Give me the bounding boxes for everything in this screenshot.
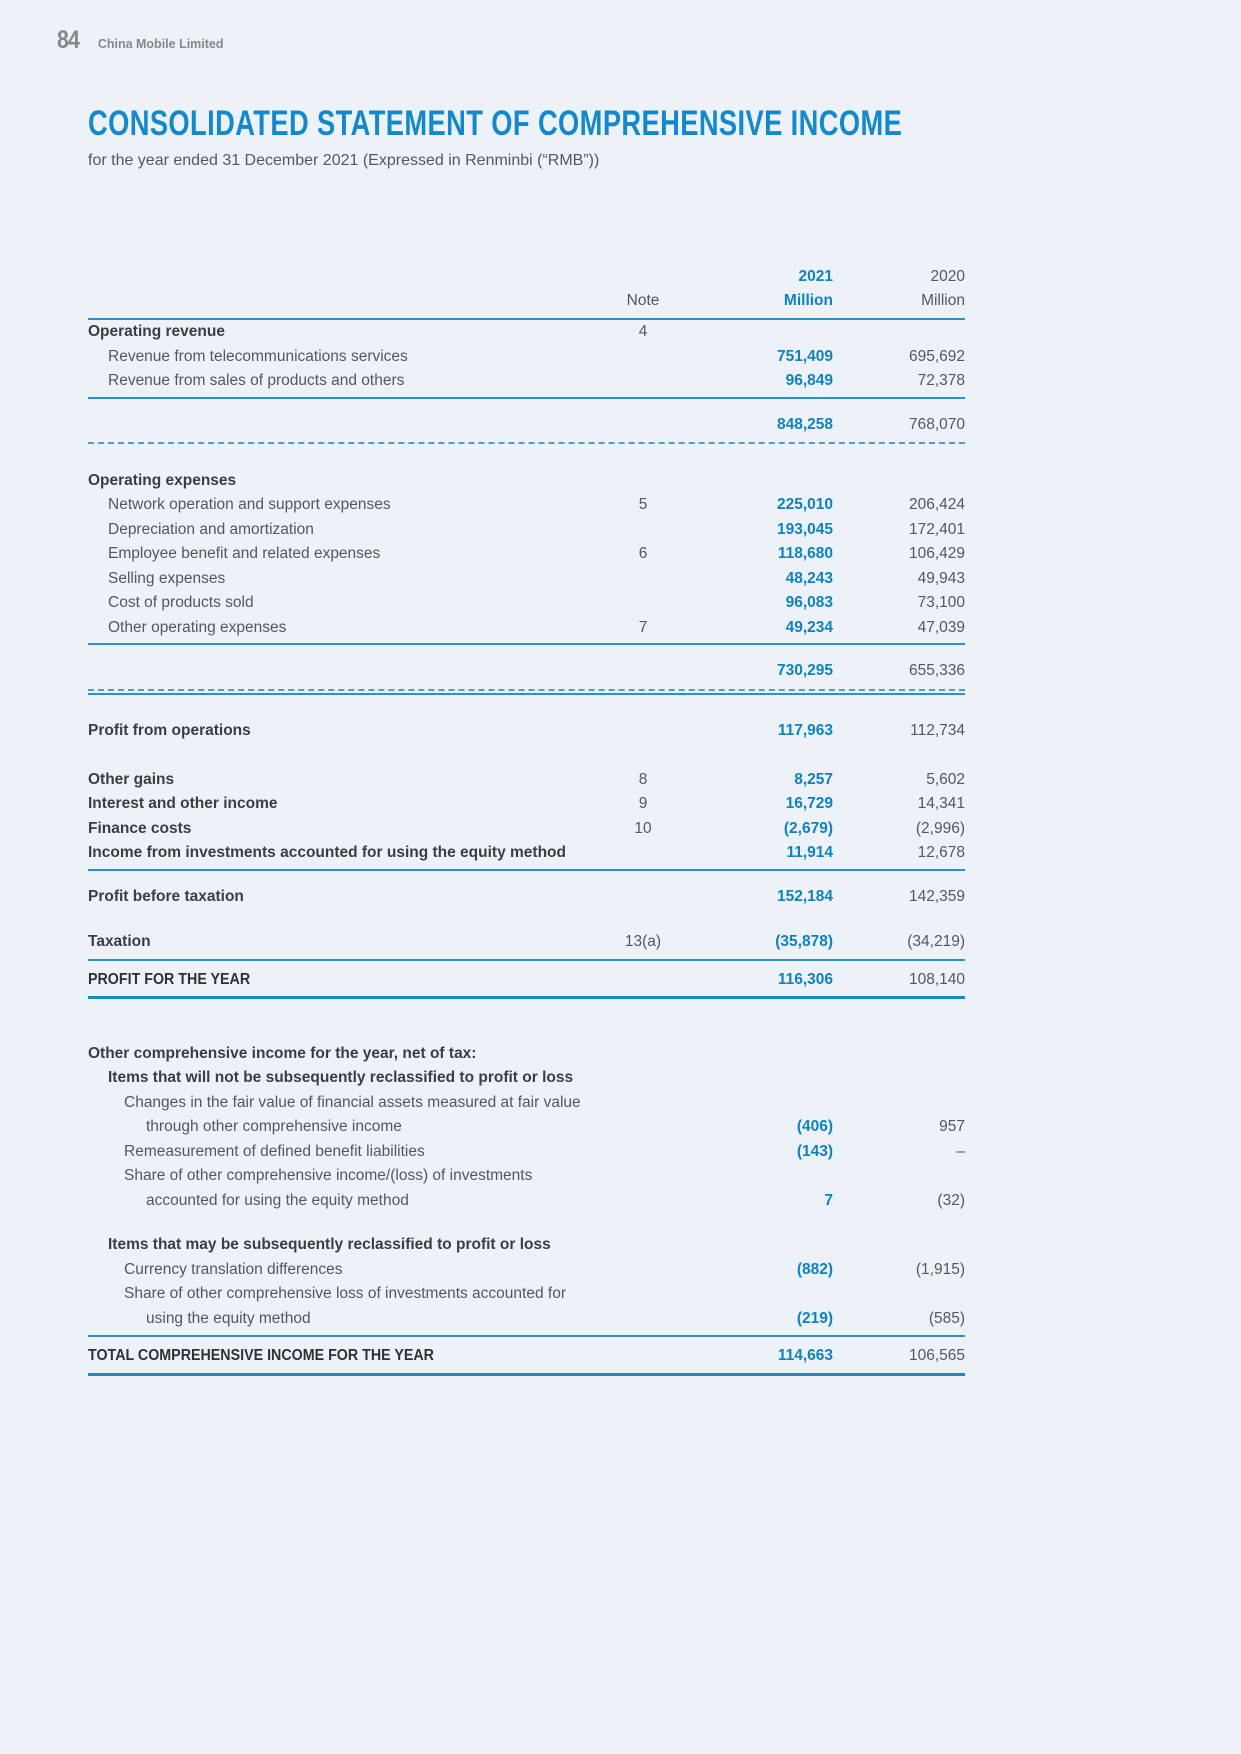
table-row [88, 767, 965, 792]
table-row [88, 1257, 965, 1282]
row-label: Revenue from telecommunications services [108, 347, 408, 365]
page-number: 84 [57, 26, 79, 54]
table-row [88, 645, 965, 688]
table-row [88, 1233, 965, 1258]
table-row [88, 1139, 965, 1164]
row-value-2021: 114,663 [777, 1347, 833, 1365]
col-header-2020-unit: Million [921, 292, 965, 310]
table-row [88, 871, 965, 909]
row-value-2021: 152,184 [776, 887, 833, 905]
table-row [88, 1090, 965, 1115]
row-value-2021: 751,409 [776, 347, 833, 365]
row-value-2021: 193,045 [776, 520, 833, 538]
table-row [88, 369, 965, 397]
row-value-2021: 225,010 [776, 496, 833, 514]
row-value-2021: (143) [796, 1142, 833, 1160]
row-label: Operating expenses [88, 471, 237, 489]
row-note: 9 [638, 795, 648, 813]
row-value-2021: 848,258 [776, 415, 833, 433]
table-row [88, 841, 965, 869]
table-row [88, 399, 965, 442]
table-row [88, 719, 965, 744]
row-label: PROFIT FOR THE YEAR [88, 970, 251, 988]
row-value-2021: 118,680 [777, 545, 833, 563]
table-row [88, 615, 965, 643]
row-value-2020: 106,429 [908, 545, 965, 563]
company-name: China Mobile Limited [97, 37, 224, 51]
row-label: Taxation [88, 933, 151, 951]
row-value-2021: 16,729 [785, 795, 833, 813]
row-note: 13(a) [624, 933, 662, 951]
row-label: through other comprehensive income [146, 1118, 402, 1136]
row-value-2021: 7 [824, 1191, 833, 1209]
row-value-2020: 957 [939, 1118, 965, 1136]
col-header-2021-unit: Million [783, 292, 833, 310]
row-value-2021: 117,963 [777, 722, 833, 740]
row-label: Other operating expenses [108, 618, 287, 636]
row-value-2020: 695,692 [908, 347, 965, 365]
table-header-row-units [88, 289, 965, 318]
row-label: using the equity method [146, 1309, 311, 1327]
table-row [88, 1065, 965, 1090]
row-value-2020: 106,565 [908, 1347, 965, 1365]
row-label: Income from investments accounted for using the equity method [88, 844, 566, 862]
table-row [88, 1188, 965, 1213]
row-value-2021: 730,295 [776, 662, 833, 680]
statement-title: CONSOLIDATED STATEMENT OF COMPREHENSIVE INCOME [88, 104, 903, 143]
row-label: Changes in the fair value of financial assets measured at fair value [124, 1093, 581, 1111]
table-row [88, 517, 965, 542]
table-row [88, 566, 965, 591]
row-value-2020: 172,401 [908, 520, 965, 538]
table-row [88, 1115, 965, 1140]
row-value-2021: (882) [796, 1260, 833, 1278]
row-note: 6 [638, 545, 648, 563]
row-label: Interest and other income [88, 795, 278, 813]
row-note: 10 [634, 819, 652, 837]
table-row [88, 816, 965, 841]
row-value-2020: (34,219) [907, 933, 965, 951]
row-value-2021: 48,243 [785, 569, 833, 587]
row-value-2020: 5,602 [926, 770, 965, 788]
row-label: Remeasurement of defined benefit liabilities [124, 1142, 425, 1160]
table-header-row-years [88, 264, 965, 289]
row-label: Finance costs [88, 819, 192, 837]
row-value-2020: 112,734 [910, 722, 965, 740]
row-value-2021: 11,914 [786, 844, 833, 862]
row-label: Depreciation and amortization [108, 520, 314, 538]
row-label: Other gains [88, 770, 175, 788]
row-value-2020: 73,100 [917, 594, 965, 612]
row-label: TOTAL COMPREHENSIVE INCOME FOR THE YEAR [88, 1347, 434, 1365]
row-value-2020: 49,943 [917, 569, 965, 587]
table-row [88, 930, 965, 959]
row-label: accounted for using the equity method [146, 1191, 409, 1209]
row-note: 5 [638, 496, 648, 514]
row-value-2021: 96,849 [785, 372, 833, 390]
table-row [88, 1164, 965, 1189]
spacer [88, 1213, 965, 1233]
row-label: Employee benefit and related expenses [108, 545, 381, 563]
table-row [88, 1041, 965, 1066]
row-label: Cost of products sold [108, 594, 254, 612]
spacer [88, 444, 965, 468]
row-label: Network operation and support expenses [108, 496, 391, 514]
row-value-2020: 142,359 [908, 887, 965, 905]
row-value-2021: 49,234 [785, 618, 833, 636]
row-label: Profit before taxation [88, 887, 244, 905]
table-row [88, 1306, 965, 1335]
table-row [88, 1282, 965, 1307]
row-label: Other comprehensive income for the year, net of tax: [88, 1044, 477, 1062]
row-value-2020: 47,039 [917, 618, 965, 636]
row-value-2021: (35,878) [775, 933, 833, 951]
spacer [88, 695, 965, 719]
row-value-2021: 116,306 [777, 970, 833, 988]
col-header-2021: 2021 [798, 267, 833, 285]
row-label: Currency translation differences [124, 1260, 343, 1278]
row-value-2020: (1,915) [915, 1260, 965, 1278]
row-label: Share of other comprehensive income/(loss) of investments [124, 1167, 533, 1185]
row-value-2021: (219) [796, 1309, 833, 1327]
row-note: 4 [638, 323, 648, 341]
spacer [88, 909, 965, 930]
row-label: Revenue from sales of products and others [108, 372, 405, 390]
row-value-2021: (406) [796, 1118, 833, 1136]
table-row [88, 468, 965, 493]
row-value-2020: 206,424 [908, 496, 965, 514]
income-statement-table [88, 264, 965, 1376]
row-value-2020: 14,341 [917, 795, 965, 813]
table-row [88, 792, 965, 817]
row-value-2021: (2,679) [783, 819, 833, 837]
table-row [88, 961, 965, 996]
row-value-2021: 96,083 [785, 594, 833, 612]
row-label: Items that may be subsequently reclassified to profit or loss [108, 1236, 551, 1254]
row-label: Selling expenses [108, 569, 226, 587]
running-head [57, 28, 224, 53]
row-label: Profit from operations [88, 722, 251, 740]
spacer [88, 743, 965, 767]
row-value-2020: (2,996) [915, 819, 965, 837]
row-label: Share of other comprehensive loss of investments accounted for [124, 1285, 566, 1303]
table-row [88, 344, 965, 369]
rule-thick [88, 1373, 965, 1376]
table-row [88, 1337, 965, 1372]
row-label: Operating revenue [88, 323, 225, 341]
col-header-2020: 2020 [930, 267, 965, 285]
row-value-2020: (32) [937, 1191, 965, 1209]
spacer [88, 999, 965, 1041]
row-value-2020: 72,378 [917, 372, 965, 390]
row-value-2020: (585) [928, 1309, 965, 1327]
row-value-2020: 12,678 [917, 844, 965, 862]
table-row [88, 492, 965, 517]
row-value-2021: 8,257 [794, 770, 833, 788]
row-value-2020: 768,070 [908, 415, 965, 433]
row-note: 8 [638, 770, 648, 788]
row-value-2020: 655,336 [908, 662, 965, 680]
statement-subtitle: for the year ended 31 December 2021 (Expressed in Renminbi (“RMB”)) [88, 152, 600, 169]
row-note: 7 [638, 618, 648, 636]
table-body [88, 320, 965, 1376]
table-row [88, 542, 965, 567]
table-row [88, 591, 965, 616]
row-value-2020: 108,140 [908, 970, 965, 988]
row-value-2020: – [956, 1142, 965, 1160]
row-label: Items that will not be subsequently reclassified to profit or loss [108, 1069, 574, 1087]
table-row [88, 320, 965, 345]
col-header-note: Note [626, 292, 660, 310]
